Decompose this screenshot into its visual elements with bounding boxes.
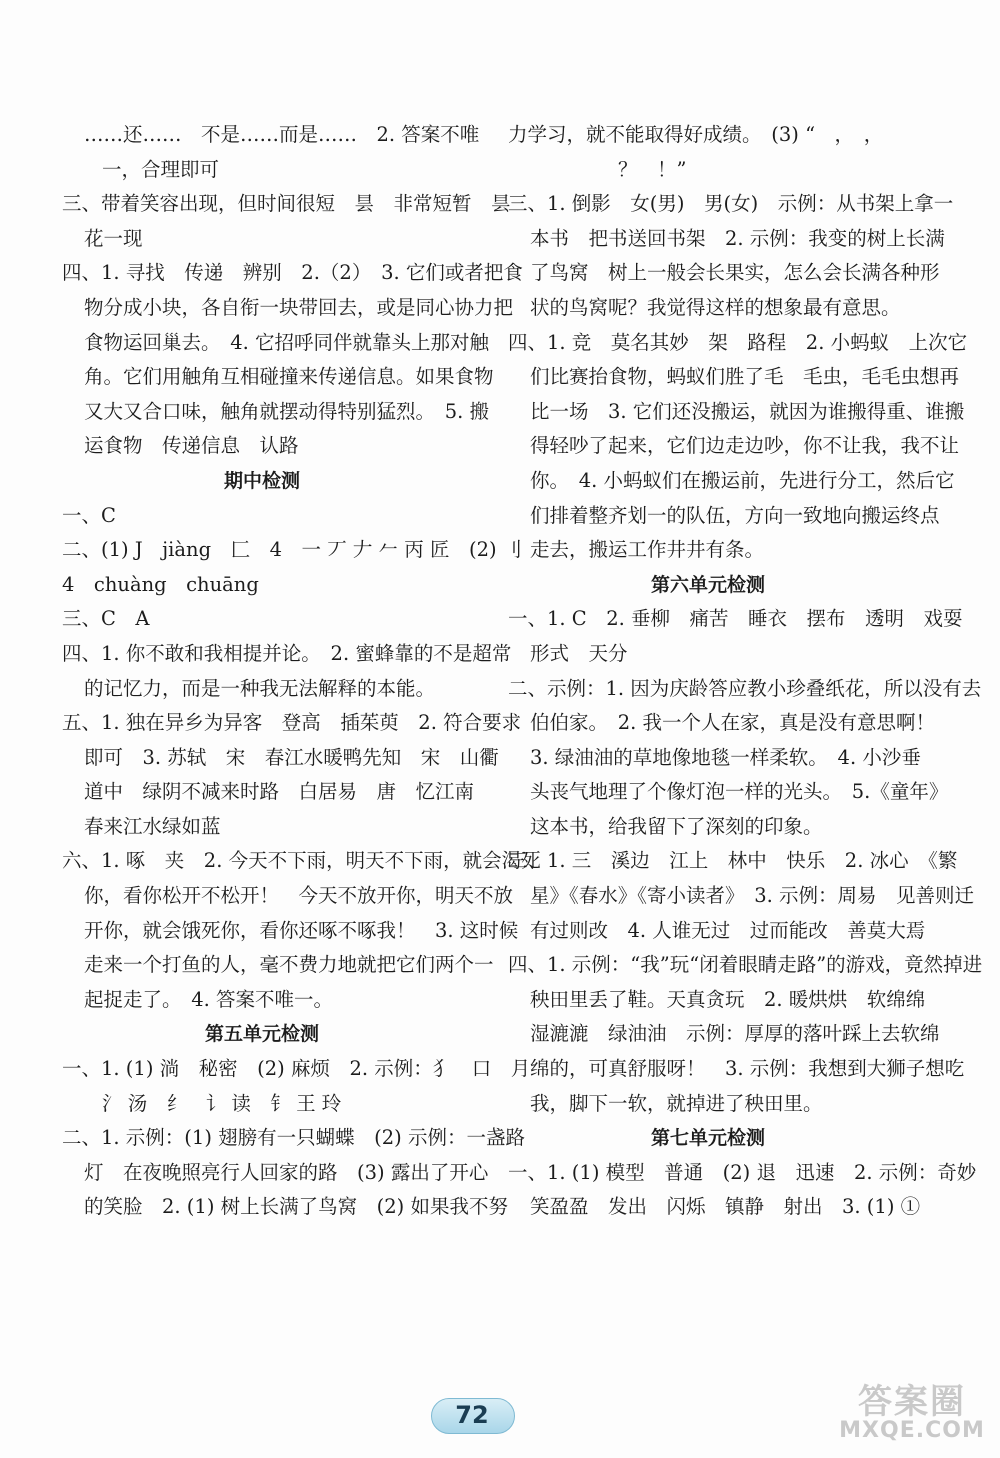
text-line: 一，合理即可 bbox=[102, 157, 220, 181]
watermark-domain: MXQE.COM bbox=[839, 1418, 985, 1443]
text-line: 二、1. 示例：(1) 翅膀有一只蝴蝶 (2) 示例：一盏路 bbox=[62, 1126, 525, 1150]
text-line: 绵的，可真舒服呀！ 3. 示例：我想到大狮子想吃 bbox=[530, 1057, 965, 1081]
text-line: 了鸟窝 树上一般会长果实，怎么会长满各种形 bbox=[530, 261, 940, 285]
text-line: 得轻吵了起来，它们边走边吵，你不让我，我不让 bbox=[530, 434, 960, 458]
text-line: 四、1. 寻找 传递 辨别 2.（2） 3. 它们或者把食 bbox=[62, 261, 523, 285]
text-line: 又大又合口味，触角就摆动得特别猛烈。 5. 搬 bbox=[84, 399, 490, 423]
text-line: 走来一个打鱼的人，毫不费力地就把它们两个一 bbox=[84, 953, 494, 977]
text-line: 一、1. (1) 模型 普通 (2) 退 迅速 2. 示例：奇妙 bbox=[508, 1160, 977, 1184]
text-line: 们比赛抬食物，蚂蚁们胜了毛 毛虫，毛毛虫想再 bbox=[530, 365, 960, 389]
text-line: 星》《春水》《寄小读者》 3. 示例：周易 见善则迁 bbox=[530, 884, 975, 908]
text-line: 三、C A bbox=[62, 607, 150, 631]
text-line: 花一现 bbox=[84, 226, 143, 250]
text-line: 一、1. (1) 淌 秘密 (2) 麻烦 2. 示例：犭 口 月 bbox=[62, 1057, 531, 1081]
text-line: 们排着整齐划一的队伍，方向一致地向搬运终点 bbox=[530, 503, 940, 527]
page-number-badge bbox=[431, 1394, 515, 1434]
text-line: 三、带着笑容出现，但时间很短 昙 非常短暂 昙 bbox=[62, 192, 511, 216]
text-line: 这本书，给我留下了深刻的印象。 bbox=[530, 814, 823, 838]
text-line: 运食物 传递信息 认路 bbox=[84, 434, 299, 458]
text-line: 一、1. C 2. 垂柳 痛苦 睡衣 摆布 透明 戏耍 bbox=[508, 607, 963, 631]
text-line: 的笑脸 2. (1) 树上长满了鸟窝 (2) 如果我不努 bbox=[84, 1195, 508, 1219]
text-line: ？ ！” bbox=[618, 157, 687, 181]
text-line: 即可 3. 苏轼 宋 春江水暖鸭先知 宋 山衢 bbox=[84, 745, 499, 769]
text-line: 四、1. 示例：“我”玩“闭着眼睛走路”的游戏，竟然掉进 bbox=[508, 953, 983, 977]
text-line: 三、1. 倒影 女(男) 男(女) 示例：从书架上拿一 bbox=[508, 192, 954, 216]
watermark-text: 答案圈 bbox=[858, 1382, 966, 1422]
text-line: 4 chuàng chuāng bbox=[62, 572, 259, 596]
watermark-logo bbox=[832, 1374, 992, 1454]
text-line: 五、1. 独在异乡为异客 登高 插茱萸 2. 符合要求 bbox=[62, 711, 522, 735]
text-line: 形式 天分 bbox=[530, 641, 628, 665]
text-line: 角。它们用触角互相碰撞来传递信息。如果食物 bbox=[84, 365, 494, 389]
text-line: 头丧气地理了个像灯泡一样的光头。 5.《童年》 bbox=[530, 780, 949, 804]
text-line: 笑盈盈 发出 闪烁 镇静 射出 3. (1) ① bbox=[530, 1195, 921, 1219]
text-line: 力学习，就不能取得好成绩。 (3) “ ， ， bbox=[508, 123, 884, 146]
text-line: 六、1. 啄 夹 2. 今天不下雨，明天不下雨，就会渴死 bbox=[62, 849, 541, 873]
text-line: 道中 绿阴不减来时路 白居易 唐 忆江南 bbox=[84, 780, 475, 804]
text-line: 湿漉漉 绿油油 示例：厚厚的落叶踩上去软绵 bbox=[530, 1022, 940, 1046]
text-line: 你。 4. 小蚂蚁们在搬运前，先进行分工，然后它 bbox=[530, 468, 955, 492]
text-line: 比一场 3. 它们还没搬运，就因为谁搬得重、谁搬 bbox=[530, 399, 965, 423]
text-line: 氵 汤 纟 讠 读 钅 王 玲 bbox=[102, 1091, 342, 1115]
text-line: 状的鸟窝呢？我觉得这样的想象最有意思。 bbox=[530, 295, 901, 319]
text-line: 你，看你松开不松开！ 今天不放开你，明天不放 bbox=[84, 884, 514, 908]
text-line: 春来江水绿如蓝 bbox=[84, 814, 221, 838]
text-line: 秧田里丢了鞋。天真贪玩 2. 暖烘烘 软绵绵 bbox=[530, 987, 926, 1011]
text-line: 开你，就会饿死你，看你还啄不啄我！ 3. 这时候 bbox=[84, 918, 519, 942]
section-heading-unit5: 第五单元检测 bbox=[204, 1023, 319, 1046]
text-line: 走去，搬运工作井井有条。 bbox=[530, 538, 765, 562]
section-heading-midterm: 期中检测 bbox=[223, 469, 300, 492]
text-line: ……还…… 不是……而是…… 2. 答案不唯 bbox=[84, 123, 480, 146]
text-line: 我，脚下一软，就掉进了秧田里。 bbox=[530, 1091, 823, 1115]
text-line: 的记忆力，而是一种我无法解释的本能。 bbox=[84, 676, 436, 700]
right-column bbox=[508, 118, 983, 1225]
text-line: 物分成小块，各自衔一块带回去，或是同心协力把 bbox=[84, 295, 514, 319]
section-heading-unit7: 第七单元检测 bbox=[650, 1127, 765, 1150]
text-line: 灯 在夜晚照亮行人回家的路 (3) 露出了开心 bbox=[84, 1160, 489, 1184]
text-line: 一、C bbox=[62, 503, 116, 527]
text-line: 起捉走了。 4. 答案不唯一。 bbox=[84, 987, 334, 1011]
page-number: 72 bbox=[455, 1401, 489, 1429]
text-line: 四、1. 竞 莫名其妙 架 路程 2. 小蚂蚁 上次它 bbox=[508, 330, 968, 354]
text-line: 食物运回巢去。 4. 它招呼同伴就靠头上那对触 bbox=[84, 330, 490, 354]
text-line: 3. 绿油油的草地像地毯一样柔软。 4. 小沙垂 bbox=[530, 745, 921, 769]
text-line: 本书 把书送回书架 2. 示例：我变的树上长满 bbox=[530, 226, 945, 250]
text-line: 三、1. 三 溪边 江上 林中 快乐 2. 冰心 《繁 bbox=[508, 849, 958, 873]
left-column bbox=[62, 118, 541, 1225]
text-line: 二、(1) J jiàng 匚 4 一 丆 𠂇 𠂉 丙 匠 (2) 刂 bbox=[62, 538, 523, 562]
section-heading-unit6: 第六单元检测 bbox=[650, 573, 765, 596]
text-line: 伯伯家。 2. 我一个人在家，真是没有意思啊！ bbox=[530, 711, 936, 735]
text-line: 二、示例：1. 因为庆龄答应教小珍叠纸花，所以没有去 bbox=[508, 676, 982, 700]
text-line: 有过则改 4. 人谁无过 过而能改 善莫大焉 bbox=[530, 918, 926, 942]
text-line: 四、1. 你不敢和我相提并论。 2. 蜜蜂靠的不是超常 bbox=[62, 641, 512, 665]
